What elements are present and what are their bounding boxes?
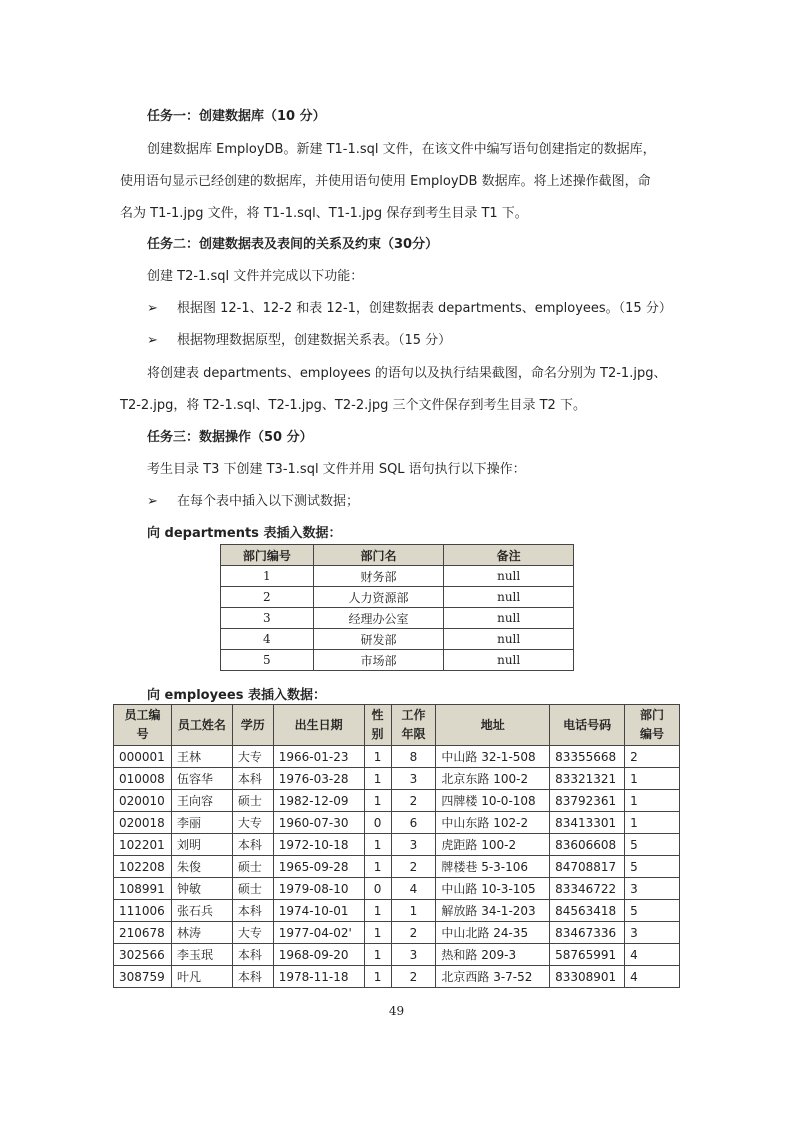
employees-cell: 83792361 bbox=[550, 790, 625, 812]
employees-cell: 210678 bbox=[114, 922, 172, 944]
employees-cell: 83467336 bbox=[550, 922, 625, 944]
employees-cell: 1 bbox=[364, 922, 391, 944]
employees-cell: 308759 bbox=[114, 966, 172, 988]
employees-cell: 111006 bbox=[114, 900, 172, 922]
employees-cell: 北京东路 100-2 bbox=[436, 768, 550, 790]
employees-cell: 大专 bbox=[232, 812, 273, 834]
employees-cell: 83606608 bbox=[550, 834, 625, 856]
employees-cell: 热和路 209-3 bbox=[436, 944, 550, 966]
employees-cell: 102208 bbox=[114, 856, 172, 878]
departments-header-cell: 部门名 bbox=[313, 545, 444, 566]
table-row bbox=[114, 922, 680, 944]
employees-cell: 1 bbox=[364, 834, 391, 856]
employees-cell: 5 bbox=[625, 856, 680, 878]
employees-cell: 伍容华 bbox=[171, 768, 232, 790]
employees-cell: 0 bbox=[364, 878, 391, 900]
employees-cell: 1977-04-02' bbox=[273, 922, 364, 944]
employees-cell: 本科 bbox=[232, 834, 273, 856]
employees-cell: 硕士 bbox=[232, 790, 273, 812]
employees-cell: 叶凡 bbox=[171, 966, 232, 988]
employees-cell: 1968-09-20 bbox=[273, 944, 364, 966]
employees-cell: 王林 bbox=[171, 746, 232, 768]
employees-cell: 1982-12-09 bbox=[273, 790, 364, 812]
employees-cell: 1974-10-01 bbox=[273, 900, 364, 922]
employees-cell: 硕士 bbox=[232, 856, 273, 878]
employees-cell: 1960-07-30 bbox=[273, 812, 364, 834]
departments-table bbox=[220, 544, 574, 671]
employees-cell: 1 bbox=[364, 900, 391, 922]
employees-cell: 1965-09-28 bbox=[273, 856, 364, 878]
employees-cell: 0 bbox=[364, 812, 391, 834]
employees-header-cell bbox=[436, 705, 550, 746]
employees-header-text: 出生日期 bbox=[294, 717, 343, 732]
employees-cell: 83321321 bbox=[550, 768, 625, 790]
employees-cell: 四牌楼 10-0-108 bbox=[436, 790, 550, 812]
employees-cell: 解放路 34-1-203 bbox=[436, 900, 550, 922]
task1-para-line-2: 使用语句显示已经创建的数据库，并使用语句使用 EmployDB 数据库。将上述操作截图，命 bbox=[120, 174, 651, 189]
employees-cell: 李丽 bbox=[171, 812, 232, 834]
employees-cell: 本科 bbox=[232, 966, 273, 988]
employees-cell: 000001 bbox=[114, 746, 172, 768]
employees-cell: 5 bbox=[625, 834, 680, 856]
bullet-arrow-icon: ➢ bbox=[147, 333, 158, 348]
departments-cell: null bbox=[444, 629, 574, 650]
employees-cell: 中山路 10-3-105 bbox=[436, 878, 550, 900]
employees-cell: 牌楼巷 5-3-106 bbox=[436, 856, 550, 878]
employees-cell: 中山北路 24-35 bbox=[436, 922, 550, 944]
employees-cell: 83308901 bbox=[550, 966, 625, 988]
departments-cell: 1 bbox=[221, 566, 314, 587]
employees-cell: 张石兵 bbox=[171, 900, 232, 922]
employees-cell: 中山东路 102-2 bbox=[436, 812, 550, 834]
employees-cell: 84708817 bbox=[550, 856, 625, 878]
departments-header-cell: 备注 bbox=[444, 545, 574, 566]
table-row bbox=[221, 629, 574, 650]
table-row bbox=[221, 650, 574, 671]
employees-cell: 102201 bbox=[114, 834, 172, 856]
task1-para-line-1: 创建数据库 EmployDB。新建 T1-1.sql 文件，在该文件中编写语句创建指定的数据库， bbox=[147, 142, 656, 157]
employees-cell: 2 bbox=[391, 922, 436, 944]
bullet-arrow-icon: ➢ bbox=[147, 301, 158, 316]
table-row bbox=[114, 812, 680, 834]
employees-cell: 3 bbox=[625, 878, 680, 900]
departments-cell: null bbox=[444, 566, 574, 587]
employees-cell: 虎距路 100-2 bbox=[436, 834, 550, 856]
employees-cell: 1 bbox=[625, 790, 680, 812]
table-row bbox=[114, 966, 680, 988]
task1-para-line-3: 名为 T1-1.jpg 文件，将 T1-1.sql、T1-1.jpg 保存到考生目录 T1 下。 bbox=[120, 206, 528, 221]
employees-cell: 1 bbox=[364, 966, 391, 988]
employees-cell: 3 bbox=[625, 922, 680, 944]
task1-heading: 任务一：创建数据库（10 分） bbox=[147, 109, 326, 124]
employees-cell: 010008 bbox=[114, 768, 172, 790]
employees-cell: 钟敏 bbox=[171, 878, 232, 900]
departments-cell: null bbox=[444, 608, 574, 629]
departments-cell: 市场部 bbox=[313, 650, 444, 671]
employees-cell: 1 bbox=[364, 768, 391, 790]
employees-cell: 中山路 32-1-508 bbox=[436, 746, 550, 768]
table-row bbox=[114, 790, 680, 812]
employees-header-text: 编号 bbox=[640, 727, 665, 741]
employees-cell: 林涛 bbox=[171, 922, 232, 944]
table-row bbox=[114, 834, 680, 856]
employees-cell: 1 bbox=[364, 856, 391, 878]
page-number: 49 bbox=[388, 1004, 405, 1018]
employees-cell: 84563418 bbox=[550, 900, 625, 922]
employees-cell: 本科 bbox=[232, 900, 273, 922]
task3-bullet-1-text: 在每个表中插入以下测试数据； bbox=[177, 494, 360, 509]
employees-cell: 3 bbox=[391, 834, 436, 856]
departments-header-row bbox=[221, 545, 574, 566]
table-row bbox=[114, 944, 680, 966]
task2-para-line-2: T2-2.jpg，将 T2-1.sql、T2-1.jpg、T2-2.jpg 三个文件保存到考生目录 T2 下。 bbox=[120, 398, 586, 413]
employees-header-text: 年限 bbox=[401, 727, 426, 741]
employees-cell: 1 bbox=[364, 790, 391, 812]
departments-cell: null bbox=[444, 650, 574, 671]
table-row bbox=[221, 587, 574, 608]
employees-cell: 302566 bbox=[114, 944, 172, 966]
departments-cell: 3 bbox=[221, 608, 314, 629]
employees-header-cell bbox=[114, 705, 172, 746]
table-row bbox=[114, 878, 680, 900]
employees-cell: 3 bbox=[391, 944, 436, 966]
employees-header-cell bbox=[273, 705, 364, 746]
employees-caption: 向 employees 表插入数据： bbox=[147, 688, 326, 703]
employees-header-text: 学历 bbox=[240, 717, 265, 732]
employees-cell: 108991 bbox=[114, 878, 172, 900]
employees-cell: 1976-03-28 bbox=[273, 768, 364, 790]
employees-cell: 2 bbox=[391, 790, 436, 812]
employees-cell: 1 bbox=[625, 768, 680, 790]
departments-caption: 向 departments 表插入数据： bbox=[147, 526, 342, 541]
employees-cell: 1 bbox=[364, 746, 391, 768]
departments-header-cell: 部门编号 bbox=[221, 545, 314, 566]
table-row bbox=[114, 856, 680, 878]
table-row bbox=[221, 566, 574, 587]
employees-cell: 58765991 bbox=[550, 944, 625, 966]
task3-bullet-1 bbox=[147, 492, 359, 512]
task2-bullet-1 bbox=[147, 299, 672, 319]
employees-cell: 83355668 bbox=[550, 746, 625, 768]
employees-cell: 1978-11-18 bbox=[273, 966, 364, 988]
employees-header-row bbox=[114, 705, 680, 746]
departments-cell: 5 bbox=[221, 650, 314, 671]
employees-cell: 刘明 bbox=[171, 834, 232, 856]
departments-cell: 经理办公室 bbox=[313, 608, 444, 629]
employees-cell: 4 bbox=[625, 966, 680, 988]
employees-header-text: 电话号码 bbox=[563, 717, 612, 732]
task3-heading: 任务三：数据操作（50 分） bbox=[147, 430, 313, 445]
employees-cell: 李玉珉 bbox=[171, 944, 232, 966]
departments-cell: 研发部 bbox=[313, 629, 444, 650]
employees-cell: 北京西路 3-7-52 bbox=[436, 966, 550, 988]
employees-cell: 大专 bbox=[232, 922, 273, 944]
departments-cell: 2 bbox=[221, 587, 314, 608]
employees-header-text: 性 bbox=[371, 708, 384, 722]
departments-cell: 人力资源部 bbox=[313, 587, 444, 608]
bullet-arrow-icon: ➢ bbox=[147, 494, 158, 509]
table-row bbox=[114, 768, 680, 790]
employees-cell: 3 bbox=[391, 768, 436, 790]
employees-cell: 8 bbox=[391, 746, 436, 768]
employees-cell: 83346722 bbox=[550, 878, 625, 900]
employees-cell: 本科 bbox=[232, 944, 273, 966]
employees-cell: 本科 bbox=[232, 768, 273, 790]
task2-bullet-2 bbox=[147, 331, 451, 351]
employees-cell: 4 bbox=[625, 944, 680, 966]
employees-header-cell bbox=[550, 705, 625, 746]
task3-intro: 考生目录 T3 下创建 T3-1.sql 文件并用 SQL 语句执行以下操作： bbox=[147, 462, 526, 477]
task2-bullet-1-text: 根据图 12-1、12-2 和表 12-1，创建数据表 departments、employees。（15 分） bbox=[177, 301, 672, 316]
departments-cell: 财务部 bbox=[313, 566, 444, 587]
employees-cell: 硕士 bbox=[232, 878, 273, 900]
employees-header-text: 部门 bbox=[640, 708, 665, 722]
employees-cell: 大专 bbox=[232, 746, 273, 768]
employees-cell: 朱俊 bbox=[171, 856, 232, 878]
task2-heading: 任务二：创建数据表及表间的关系及约束（30分） bbox=[147, 237, 439, 252]
employees-table bbox=[113, 704, 680, 988]
departments-cell: null bbox=[444, 587, 574, 608]
table-row bbox=[221, 608, 574, 629]
employees-header-text: 员工编 bbox=[124, 708, 161, 722]
employees-cell: 王向容 bbox=[171, 790, 232, 812]
employees-cell: 1979-08-10 bbox=[273, 878, 364, 900]
employees-cell: 1 bbox=[364, 944, 391, 966]
task2-para-line-1: 将创建表 departments、employees 的语句以及执行结果截图，命名分别为 T2-1.jpg、 bbox=[147, 366, 667, 381]
employees-cell: 4 bbox=[391, 878, 436, 900]
employees-cell: 2 bbox=[625, 746, 680, 768]
employees-cell: 2 bbox=[391, 856, 436, 878]
table-row bbox=[114, 746, 680, 768]
employees-header-text: 员工姓名 bbox=[177, 717, 226, 732]
employees-header-cell bbox=[364, 705, 391, 746]
employees-header-cell bbox=[232, 705, 273, 746]
employees-header-cell bbox=[391, 705, 436, 746]
employees-header-text: 工作 bbox=[401, 708, 426, 722]
task2-intro: 创建 T2-1.sql 文件并完成以下功能： bbox=[147, 269, 364, 284]
employees-header-cell bbox=[625, 705, 680, 746]
employees-cell: 1966-01-23 bbox=[273, 746, 364, 768]
employees-cell: 020018 bbox=[114, 812, 172, 834]
employees-header-text: 别 bbox=[371, 727, 384, 741]
task2-bullet-2-text: 根据物理数据原型，创建数据关系表。（15 分） bbox=[177, 333, 452, 348]
employees-cell: 1 bbox=[391, 900, 436, 922]
employees-cell: 6 bbox=[391, 812, 436, 834]
employees-header-cell bbox=[171, 705, 232, 746]
employees-header-text: 地址 bbox=[480, 717, 505, 732]
employees-cell: 83413301 bbox=[550, 812, 625, 834]
departments-cell: 4 bbox=[221, 629, 314, 650]
table-row bbox=[114, 900, 680, 922]
employees-cell: 1 bbox=[625, 812, 680, 834]
employees-cell: 020010 bbox=[114, 790, 172, 812]
employees-cell: 1972-10-18 bbox=[273, 834, 364, 856]
employees-cell: 5 bbox=[625, 900, 680, 922]
employees-header-text: 号 bbox=[136, 727, 149, 741]
employees-cell: 2 bbox=[391, 966, 436, 988]
